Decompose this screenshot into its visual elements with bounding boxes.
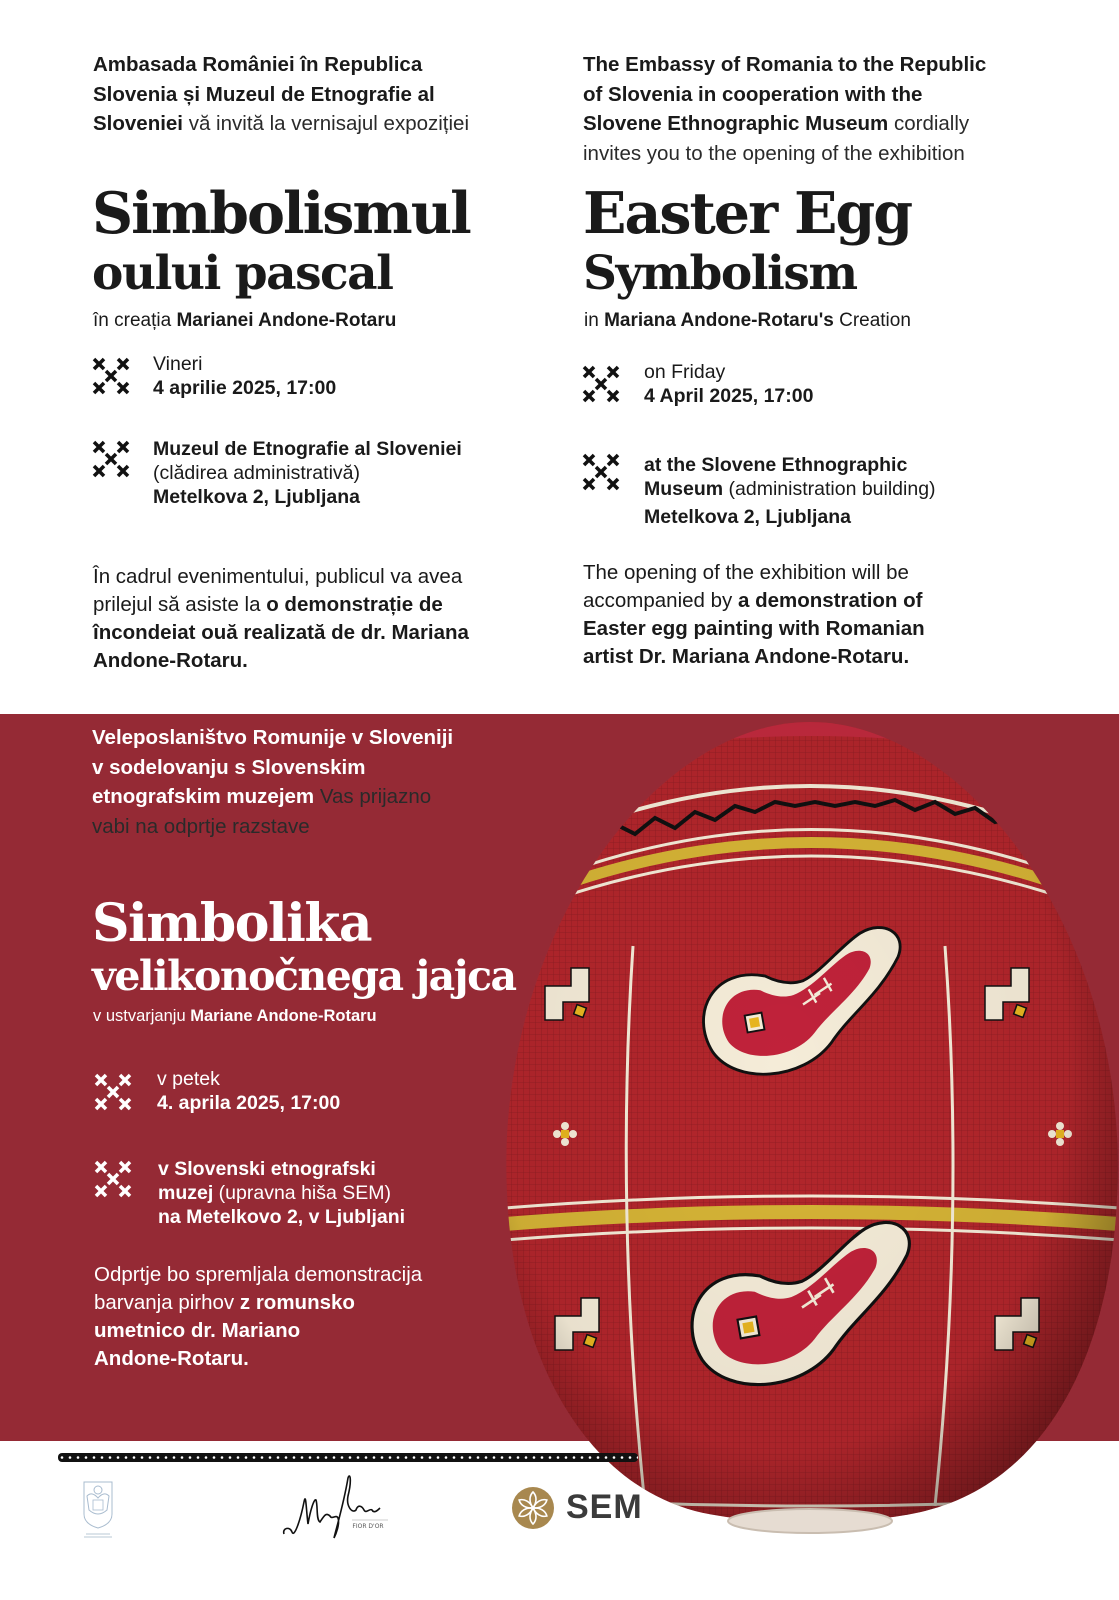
ro-title-line2: oului pascal — [92, 246, 393, 301]
ro-intro — [93, 50, 553, 139]
en-date — [644, 360, 813, 408]
en-para-line4: artist Dr. Mariana Andone-Rotaru. — [583, 645, 910, 668]
sl-para-line2-normal: barvanja pirhov — [94, 1291, 240, 1314]
ro-intro-line2: Slovenia și Muzeul de Etnografie al — [93, 82, 435, 106]
ro-date-full: 4 aprilie 2025, 17:00 — [153, 377, 337, 399]
sl-para-line1: Odprtje bo spremljala demonstracija — [94, 1263, 423, 1286]
ro-venue — [153, 437, 462, 509]
sl-para-line3: umetnico dr. Mariano — [94, 1319, 301, 1342]
en-para-line2-bold: a demonstration of — [737, 589, 923, 612]
sl-venue — [158, 1157, 405, 1229]
ro-para-line3: încondeiat ouă realizată de dr. Mariana — [93, 621, 469, 644]
sl-subtitle — [93, 1005, 377, 1027]
en-title-line2: Symbolism — [583, 246, 857, 301]
en-intro-line3 — [583, 109, 1093, 139]
ro-intro-bold: Sloveniei — [93, 112, 184, 135]
sl-venue-line2-normal: (upravna hiša SEM) — [213, 1182, 392, 1204]
en-venue-line3: Metelkova 2, Ljubljana — [644, 506, 851, 528]
en-venue — [644, 453, 936, 529]
sl-para-line2-bold: z romunsko — [239, 1291, 355, 1314]
sl-intro — [92, 723, 512, 841]
en-subtitle-pre: in — [584, 310, 605, 331]
sl-venue-line2-bold: muzej — [158, 1182, 214, 1204]
sl-intro-line4: vabi na odprtje razstave — [92, 814, 310, 838]
ro-intro-line1: Ambasada României în Republica — [93, 53, 423, 76]
ro-para-line1: În cadrul evenimentului, publicul va avea — [93, 565, 463, 588]
ro-date — [153, 352, 336, 400]
en-para-line1: The opening of the exhibition will be — [583, 561, 909, 584]
en-subtitle-bold: Mariana Andone-Rotaru's — [604, 310, 834, 331]
cross-stitch-motif-icon — [92, 440, 130, 478]
beaded-divider — [58, 1453, 638, 1462]
en-date-day: on Friday — [644, 361, 726, 383]
sl-title-line1: Simbolika — [92, 893, 372, 954]
en-intro — [583, 50, 1093, 168]
sl-description — [94, 1261, 494, 1373]
en-para-line3: Easter egg painting with Romanian — [583, 617, 925, 640]
sl-venue-line3: na Metelkovo 2, v Ljubljani — [158, 1206, 406, 1228]
sl-intro-bold: etnografskim muzejem — [92, 785, 315, 808]
sl-subtitle-normal: v ustvarjanju — [93, 1007, 191, 1025]
en-description — [583, 559, 1063, 671]
ro-intro-line3 — [93, 109, 553, 139]
cross-stitch-motif-icon — [94, 1160, 132, 1198]
en-venue-line2 — [644, 477, 936, 501]
cross-stitch-motif-icon — [92, 357, 130, 395]
ro-description — [93, 563, 533, 675]
maryando-signature-logo — [280, 1472, 390, 1542]
en-venue-line1: at the Slovene Ethnographic — [644, 454, 908, 476]
ro-date-day: Vineri — [153, 353, 203, 375]
sl-venue-line2 — [158, 1181, 405, 1205]
en-title-line1: Easter Egg — [583, 180, 912, 247]
sl-para-line4: Andone-Rotaru. — [94, 1347, 249, 1370]
romanian-coat-of-arms-logo — [78, 1478, 118, 1540]
sl-title-line2: velikonočnega jajca — [92, 952, 516, 1000]
en-intro-line2: of Slovenia in cooperation with the — [583, 82, 923, 106]
en-para-line2-normal: accompanied by — [583, 589, 738, 612]
ro-title-line1: Simbolismul — [92, 180, 470, 247]
cross-stitch-motif-icon — [94, 1073, 132, 1111]
cross-stitch-motif-icon — [582, 453, 620, 491]
sl-date-day: v petek — [157, 1068, 220, 1090]
ro-para-line4: Andone-Rotaru. — [93, 649, 248, 672]
en-venue-line2-bold: Museum — [644, 478, 724, 500]
sl-date-full: 4. aprila 2025, 17:00 — [157, 1092, 341, 1114]
en-intro-line4: invites you to the opening of the exhibition — [583, 141, 965, 165]
sl-venue-line1: v Slovenski etnografski — [158, 1158, 376, 1180]
ro-venue-line1: Muzeul de Etnografie al Sloveniei — [153, 438, 462, 460]
cross-stitch-motif-icon — [582, 365, 620, 403]
en-subtitle-post: Creation — [833, 310, 911, 331]
sl-date — [157, 1067, 340, 1115]
ro-subtitle — [93, 309, 396, 333]
sl-para-line2 — [94, 1289, 494, 1317]
painted-easter-egg-image — [505, 716, 1119, 1546]
en-date-full: 4 April 2025, 17:00 — [644, 385, 814, 407]
en-intro-bold: Slovene Ethnographic Museum — [583, 112, 889, 135]
ro-subtitle-normal: în creația — [93, 310, 177, 331]
en-subtitle — [584, 309, 911, 333]
sl-subtitle-bold: Mariane Andone-Rotaru — [190, 1007, 377, 1025]
sl-intro-line2: v sodelovanju s Slovenskim — [92, 755, 366, 779]
ro-para-line2-bold: o demonstrație de — [266, 593, 443, 616]
en-para-line2 — [583, 587, 1063, 615]
ro-intro-normal: vă invită la vernisajul expoziției — [183, 112, 470, 135]
ro-venue-line3: Metelkova 2, Ljubljana — [153, 486, 360, 508]
ro-para-line2 — [93, 591, 533, 619]
en-venue-line2-normal: (administration building) — [723, 478, 936, 500]
en-intro-line1: The Embassy of Romania to the Republic — [583, 53, 987, 76]
sem-flower-logo — [512, 1487, 554, 1529]
sem-logo-text: SEM — [566, 1488, 643, 1526]
sl-intro-line3 — [92, 782, 512, 812]
ro-venue-line2: (clădirea administrativă) — [153, 462, 360, 484]
sl-intro-normal: Vas prijazno — [314, 785, 432, 808]
signature-logo-subtext: FIOR D'OR — [352, 1523, 384, 1530]
ro-subtitle-bold: Marianei Andone-Rotaru — [176, 310, 397, 331]
sl-intro-line1: Veleposlaništvo Romunije v Sloveniji — [92, 726, 454, 749]
ro-para-line2-normal: prilejul să asiste la — [93, 593, 267, 616]
en-intro-normal: cordially — [888, 112, 970, 135]
